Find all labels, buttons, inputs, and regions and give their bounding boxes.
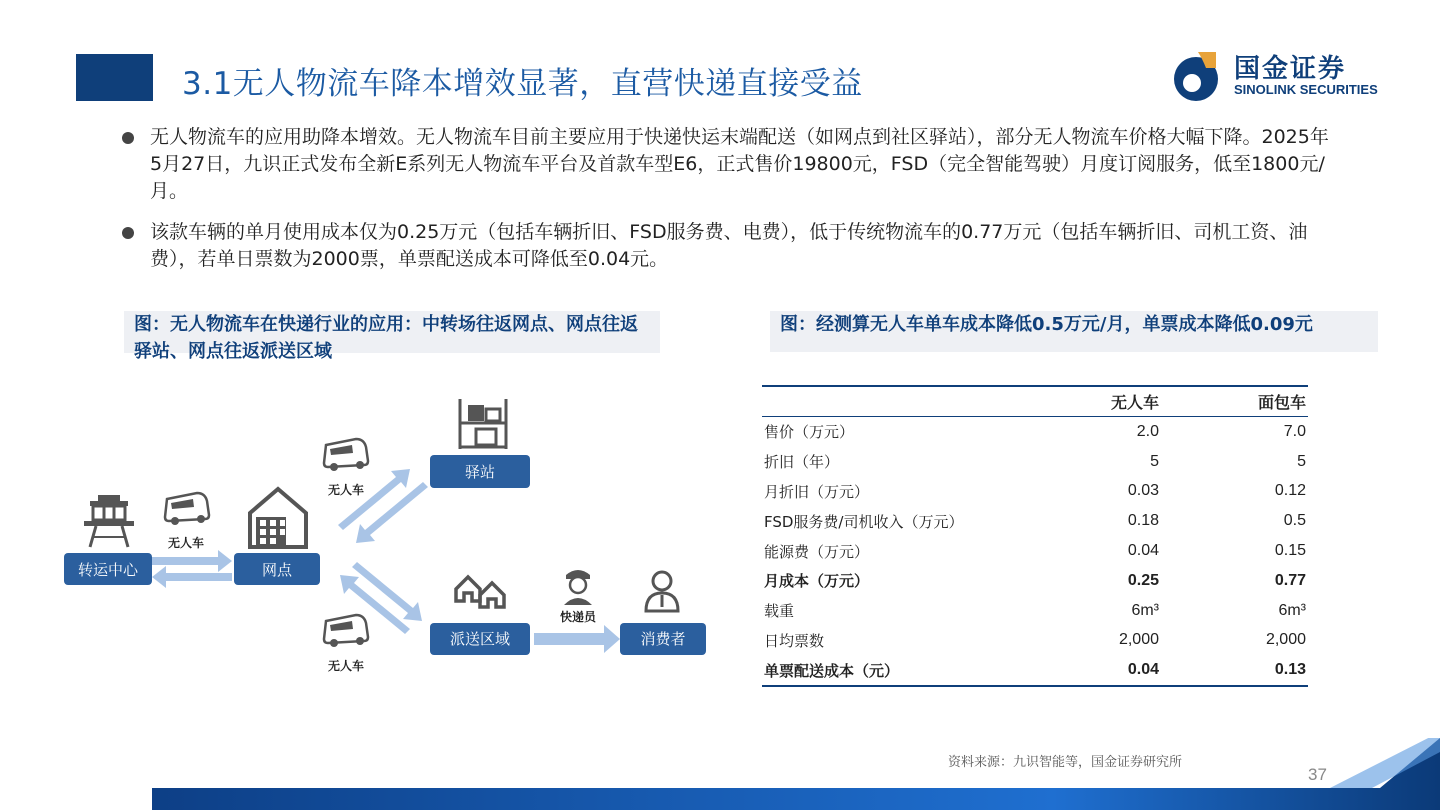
shelf-icon (460, 399, 506, 449)
row-value-unmanned: 5 (1150, 452, 1159, 470)
double-arrow-icon (338, 469, 428, 543)
row-value-unmanned: 2.0 (1136, 422, 1159, 440)
bullet-text: 无人物流车的应用助降本增效。无人物流车目前主要应用于快递快运末端配送（如网点到社区驿站），部分无人物流车价格大幅下降。2025年5月27日，九识正式发布全新E系列无人物流车平台及首款车型E6，正式售价19800元，FSD（完全智能驾驶）月度订阅服务，低至1800元/月。 (150, 126, 1329, 202)
row-label: 单票配送成本（元） (762, 655, 1059, 686)
van-icon (324, 615, 368, 647)
row-label: 能源费（万元） (764, 542, 870, 561)
source-note: 资料来源：九识智能等，国金证券研究所 (948, 755, 1183, 770)
row-value-unmanned: 0.03 (1127, 482, 1159, 500)
footer-band (0, 738, 1440, 810)
table-header-unmanned: 无人车 (1059, 386, 1161, 417)
node-delivery-area-label: 派送区域 (449, 630, 511, 648)
table-row (762, 596, 1308, 626)
title-accent-block (76, 54, 153, 101)
row-value-van: 0.15 (1274, 542, 1306, 560)
bullet-list (122, 124, 1332, 287)
node-consumer-label: 消费者 (640, 630, 686, 648)
table-row (762, 566, 1308, 596)
row-value-van: 0.13 (1161, 655, 1308, 686)
bullet-dot-icon (122, 227, 134, 239)
table-row (762, 536, 1308, 566)
row-label: 折旧（年） (764, 453, 840, 472)
row-label: FSD服务费/司机收入（万元） (764, 512, 964, 531)
node-transfer-center-label: 转运中心 (77, 561, 139, 579)
bullet-item (122, 124, 1332, 205)
application-diagram (60, 385, 720, 685)
bullet-item (122, 219, 1332, 273)
row-label: 载重 (764, 602, 795, 621)
row-label: 月折旧（万元） (764, 482, 870, 501)
table-row (762, 506, 1308, 536)
van-icon (324, 439, 368, 471)
vehicle-label: 无人车 (167, 536, 205, 550)
logo-chinese-name: 国金证券 (1234, 54, 1347, 84)
node-station-label: 驿站 (464, 463, 496, 481)
page-title: 3.1无人物流车降本增效显著，直营快递直接受益 (182, 66, 863, 102)
row-value-van: 6m³ (1278, 601, 1306, 619)
table-header-van: 面包车 (1161, 386, 1308, 417)
bullet-text: 该款车辆的单月使用成本仅为0.25万元（包括车辆折旧、FSD服务费、电费），低于传统物流车的0.77万元（包括车辆折旧、司机工资、油费），若单日票数为2000票，单票配送成本可降低至0.04元。 (150, 221, 1308, 270)
row-value-unmanned: 0.25 (1127, 571, 1159, 589)
row-value-van: 0.77 (1274, 571, 1306, 589)
bullet-dot-icon (122, 132, 134, 144)
courier-label: 快递员 (559, 610, 597, 624)
table-header-row (762, 386, 1308, 417)
row-value-van: 2,000 (1265, 631, 1306, 649)
row-value-unmanned: 0.18 (1127, 512, 1159, 530)
row-value-unmanned: 0.04 (1127, 542, 1159, 560)
company-logo (1168, 46, 1408, 106)
left-figure-title: 图：无人物流车在快递行业的应用：中转场往返网点、网点往返驿站、网点往返派送区域 (124, 311, 660, 353)
row-value-van: 0.5 (1283, 512, 1306, 530)
row-value-unmanned: 2,000 (1118, 631, 1159, 649)
person-icon (646, 572, 678, 611)
row-label: 售价（万元） (764, 423, 855, 442)
arrow-right-icon (534, 625, 620, 653)
table-row (762, 477, 1308, 507)
table-row (762, 417, 1308, 447)
row-value-unmanned: 0.04 (1059, 655, 1161, 686)
row-label: 月成本（万元） (764, 572, 870, 591)
page-number: 37 (1308, 765, 1327, 784)
logo-mark-icon (1168, 46, 1230, 106)
cost-comparison-table (762, 385, 1308, 687)
node-outlet-label: 网点 (261, 561, 293, 579)
row-value-van: 5 (1297, 452, 1306, 470)
row-value-van: 7.0 (1283, 422, 1306, 440)
table-row (762, 655, 1308, 686)
houses-icon (456, 577, 504, 607)
warehouse-tower-icon (84, 495, 134, 547)
table-row (762, 626, 1308, 656)
table-header-blank (762, 386, 1059, 417)
vehicle-label: 无人车 (327, 483, 365, 497)
table-row (762, 447, 1308, 477)
row-value-unmanned: 6m³ (1131, 601, 1159, 619)
row-label: 日均票数 (764, 631, 825, 650)
building-icon (250, 489, 306, 547)
van-icon (165, 493, 209, 525)
logo-english-name: SINOLINK SECURITIES (1234, 82, 1378, 97)
vehicle-label: 无人车 (327, 659, 365, 673)
row-value-van: 0.12 (1274, 482, 1306, 500)
courier-icon (564, 570, 592, 605)
double-arrow-icon (152, 550, 232, 588)
right-figure-title: 图：经测算无人车单车成本降低0.5万元/月，单票成本降低0.09元 (770, 311, 1378, 352)
